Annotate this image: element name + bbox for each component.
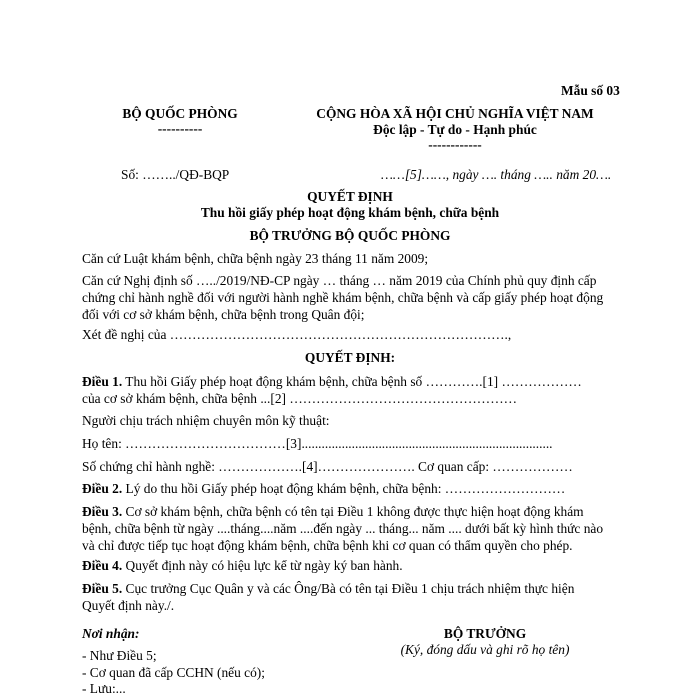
article-3-label: Điều 3. bbox=[82, 504, 123, 519]
decision-heading: QUYẾT ĐỊNH: bbox=[304, 350, 396, 365]
article-4: Điều 4. Quyết định này có hiệu lực kể từ ngày ký ban hành. bbox=[82, 558, 403, 573]
document-type: QUYẾT ĐỊNH bbox=[307, 189, 393, 204]
article-5-label: Điều 5. bbox=[82, 581, 123, 596]
motto-underline: ------------ bbox=[428, 137, 482, 152]
legal-basis-1: Căn cứ Luật khám bệnh, chữa bệnh ngày 23 tháng 11 năm 2009; bbox=[82, 251, 429, 266]
national-motto: Độc lập - Tự do - Hạnh phúc bbox=[373, 122, 537, 137]
article-2-label: Điều 2. bbox=[82, 481, 123, 496]
article-4-label: Điều 4. bbox=[82, 558, 123, 573]
recipient-item: - Lưu:... bbox=[82, 681, 126, 696]
legal-basis-2: Căn cứ Nghị định số …../2019/NĐ-CP ngày … tháng … năm 2019 của Chính phủ quy định cấp chứng chỉ hành nghề đối với người hành nghề khám bệnh, chữa bệnh và cấp giấy phép hoạt động đối với cơ sở khám bệnh, chữa bệnh trong Quân đội; bbox=[82, 273, 604, 322]
responsible-person-label: Người chịu trách nhiệm chuyên môn kỹ thuật: bbox=[82, 413, 330, 428]
full-name-line: Họ tên: ………………………………[3]........................................................................... bbox=[82, 436, 553, 451]
form-number: Mẫu số 03 bbox=[561, 83, 620, 98]
ministry-name: BỘ QUỐC PHÒNG bbox=[122, 106, 238, 121]
article-5: Điều 5. Cục trưởng Cục Quân y và các Ông/Bà có tên tại Điều 1 chịu trách nhiệm thực hiện Quyết định này./. bbox=[82, 581, 575, 613]
article-2: Điều 2. Lý do thu hồi Giấy phép hoạt động khám bệnh, chữa bệnh: ……………………… bbox=[82, 481, 566, 496]
recipients-heading: Nơi nhận: bbox=[82, 626, 140, 641]
article-3: Điều 3. Cơ sở khám bệnh, chữa bệnh có tên tại Điều 1 không được thực hiện hoạt động khám bệnh, chữa bệnh từ ngày ....tháng....năm ....đến ngày ... tháng... năm .... dưới bất kỳ hình thức nào và chỉ được tiếp tục hoạt động khám bệnh, chữa bệnh khi cơ quan có thẩm quyền cho phép. bbox=[82, 504, 604, 553]
ministry-underline: ---------- bbox=[157, 121, 203, 136]
place-date: ……[5]……, ngày …. tháng ….. năm 20…. bbox=[381, 167, 612, 182]
recipient-item: - Như Điều 5; bbox=[82, 648, 157, 663]
certificate-line: Số chứng chỉ hành nghề: ……………….[4]…………………. Cơ quan cấp: ……………… bbox=[82, 459, 573, 474]
national-title: CỘNG HÒA XÃ HỘI CHỦ NGHĨA VIỆT NAM bbox=[316, 106, 594, 121]
issuing-authority: BỘ TRƯỞNG BỘ QUỐC PHÒNG bbox=[249, 228, 451, 243]
signer-instruction: (Ký, đóng dấu và ghi rõ họ tên) bbox=[400, 642, 570, 657]
article-1-label: Điều 1. bbox=[82, 374, 123, 389]
recipient-item: - Cơ quan đã cấp CCHN (nếu có); bbox=[82, 665, 265, 680]
article-1: Điều 1. Thu hồi Giấy phép hoạt động khám bệnh, chữa bệnh số ………….[1] ……………… của cơ sở khám bệnh, chữa bệnh ...[2] …………………………………………… bbox=[82, 374, 582, 406]
proposal-line: Xét đề nghị của …………………………………………………………………., bbox=[82, 327, 512, 342]
document-number: Số: ……../QĐ-BQP bbox=[121, 167, 230, 182]
signer-title: BỘ TRƯỞNG bbox=[443, 626, 527, 641]
document-subject: Thu hồi giấy phép hoạt động khám bệnh, chữa bệnh bbox=[200, 205, 500, 220]
